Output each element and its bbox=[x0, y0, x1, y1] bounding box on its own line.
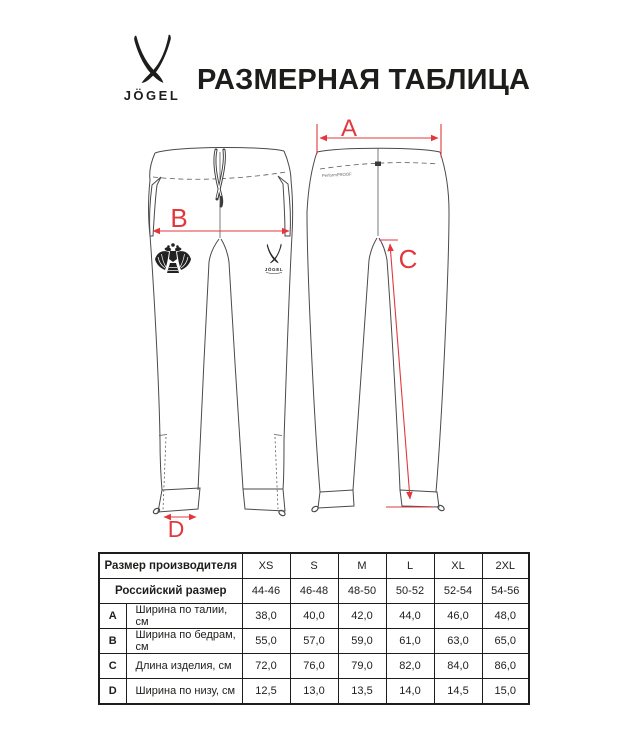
size-table bbox=[98, 552, 530, 705]
dim-label-c: C bbox=[398, 244, 418, 274]
row-label: Размер производителя bbox=[99, 553, 242, 579]
dim-letter: B bbox=[99, 629, 126, 654]
brand-logo bbox=[112, 34, 192, 103]
value-cell: 15,0 bbox=[482, 679, 529, 705]
leg-logo bbox=[265, 244, 284, 274]
zipper-pull-icons-back bbox=[311, 504, 445, 513]
value-cell: 40,0 bbox=[290, 604, 338, 629]
size-cell: XS bbox=[242, 553, 290, 579]
dim-description: Ширина по талии, см bbox=[126, 604, 242, 629]
size-cell: 2XL bbox=[482, 553, 529, 579]
manufacturer-size-row bbox=[99, 553, 529, 579]
dimension-c bbox=[379, 240, 434, 507]
dim-description: Ширина по бедрам, см bbox=[126, 629, 242, 654]
size-cell: L bbox=[386, 553, 434, 579]
value-cell: 82,0 bbox=[386, 654, 434, 679]
size-cell: M bbox=[338, 553, 386, 579]
measurement-row-d bbox=[99, 679, 529, 705]
russian-size-row bbox=[99, 579, 529, 604]
size-cell: 54-56 bbox=[482, 579, 529, 604]
size-cell: XL bbox=[434, 553, 482, 579]
value-cell: 38,0 bbox=[242, 604, 290, 629]
leg-logo-text: JÖGEL bbox=[264, 267, 284, 272]
value-cell: 65,0 bbox=[482, 629, 529, 654]
value-cell: 13,0 bbox=[290, 679, 338, 705]
dim-letter: A bbox=[99, 604, 126, 629]
dimension-a bbox=[317, 115, 441, 157]
back-tag-text: PerformPROOF bbox=[321, 171, 352, 178]
value-cell: 14,5 bbox=[434, 679, 482, 705]
value-cell: 14,0 bbox=[386, 679, 434, 705]
value-cell: 44,0 bbox=[386, 604, 434, 629]
pants-back-view bbox=[307, 148, 449, 513]
value-cell: 76,0 bbox=[290, 654, 338, 679]
measurement-row-c bbox=[99, 654, 529, 679]
value-cell: 57,0 bbox=[290, 629, 338, 654]
value-cell: 72,0 bbox=[242, 654, 290, 679]
dim-description: Длина изделия, см bbox=[126, 654, 242, 679]
size-cell: 44-46 bbox=[242, 579, 290, 604]
value-cell: 46,0 bbox=[434, 604, 482, 629]
value-cell: 42,0 bbox=[338, 604, 386, 629]
value-cell: 59,0 bbox=[338, 629, 386, 654]
value-cell: 86,0 bbox=[482, 654, 529, 679]
jogel-logo-icon bbox=[129, 34, 175, 86]
value-cell: 48,0 bbox=[482, 604, 529, 629]
size-cell: 52-54 bbox=[434, 579, 482, 604]
dim-letter: C bbox=[99, 654, 126, 679]
ankle-zippers bbox=[159, 435, 282, 511]
dimension-d bbox=[164, 516, 196, 542]
dim-label-b: B bbox=[170, 203, 188, 233]
size-cell: 46-48 bbox=[290, 579, 338, 604]
dim-label-a: A bbox=[340, 115, 358, 142]
size-cell: 48-50 bbox=[338, 579, 386, 604]
double-headed-eagle-emblem bbox=[155, 243, 191, 273]
value-cell: 84,0 bbox=[434, 654, 482, 679]
waist-tag bbox=[375, 162, 381, 167]
dimension-b bbox=[153, 203, 289, 233]
dim-description: Ширина по низу, см bbox=[126, 679, 242, 705]
value-cell: 55,0 bbox=[242, 629, 290, 654]
size-cell: S bbox=[290, 553, 338, 579]
value-cell: 13,5 bbox=[338, 679, 386, 705]
value-cell: 12,5 bbox=[242, 679, 290, 705]
measurement-row-a bbox=[99, 604, 529, 629]
row-label: Российский размер bbox=[99, 579, 242, 604]
value-cell: 79,0 bbox=[338, 654, 386, 679]
measurement-row-b bbox=[99, 629, 529, 654]
page-title: РАЗМЕРНАЯ ТАБЛИЦА bbox=[197, 64, 531, 97]
dim-letter: D bbox=[99, 679, 126, 705]
size-cell: 50-52 bbox=[386, 579, 434, 604]
value-cell: 63,0 bbox=[434, 629, 482, 654]
value-cell: 61,0 bbox=[386, 629, 434, 654]
brand-name: JÖGEL bbox=[123, 88, 181, 103]
dim-label-d: D bbox=[167, 516, 185, 542]
pants-measurement-diagram bbox=[0, 108, 624, 554]
